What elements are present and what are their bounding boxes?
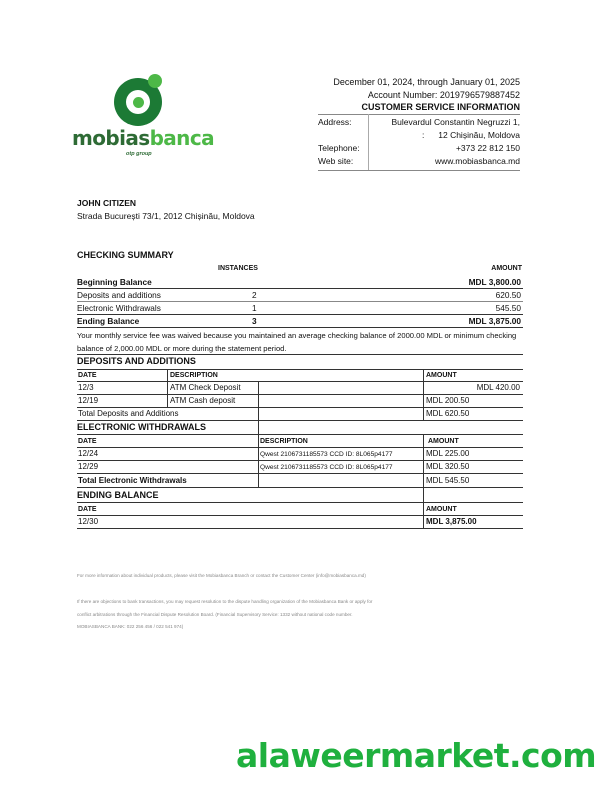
footer-disclaimer-2: conflict arbitrations through the Financial Dispute Resolution Board. (Financial Supervisory Service: 1332 without national code number. <box>77 612 353 617</box>
withdrawals-title: ELECTRONIC WITHDRAWALS <box>77 422 206 432</box>
statement-header <box>333 76 520 114</box>
divider <box>77 528 523 529</box>
account-number: 2019796579887452 <box>439 89 520 100</box>
divider <box>423 487 424 529</box>
divider <box>77 502 523 503</box>
divider <box>77 447 523 448</box>
deposits-col-desc: DESCRIPTION <box>170 372 218 379</box>
divider <box>318 114 520 115</box>
logo-wordmark <box>72 126 214 150</box>
divider <box>77 487 523 488</box>
bank-logo <box>72 74 212 164</box>
phone-label: Telephone: <box>318 143 360 153</box>
divider <box>258 434 259 488</box>
customer-block <box>77 197 255 223</box>
withdrawals-total-label: Total Electronic Withdrawals <box>78 476 187 485</box>
summary-amount: MDL 3,875.00 <box>468 316 521 326</box>
footer-info: For more information about individual products, please visit the Mobiasbanca Branch or contact the Customer Center (info@mobiasbanca.md) <box>77 573 366 578</box>
divider <box>423 434 424 488</box>
ending-date: 12/30 <box>78 517 99 526</box>
withdrawal-date: 12/24 <box>78 449 99 458</box>
deposit-date: 12/3 <box>78 383 94 392</box>
deposits-col-date: DATE <box>78 372 97 379</box>
ending-col-date: DATE <box>78 506 97 513</box>
deposit-amount: MDL 200.50 <box>426 396 470 405</box>
divider <box>77 420 523 421</box>
ending-amount: MDL 3,875.00 <box>426 517 477 526</box>
statement-period: December 01, 2024, through January 01, 2025 <box>333 77 520 87</box>
logo-group: otp group <box>126 151 152 157</box>
divider <box>77 473 523 474</box>
customer-name: JOHN CITIZEN <box>77 198 137 208</box>
withdrawal-amount: MDL 320.50 <box>426 462 470 471</box>
divider <box>77 407 523 408</box>
checking-summary-title: CHECKING SUMMARY <box>77 250 174 260</box>
address-colon: : <box>422 130 425 140</box>
withdrawal-desc: Qwest 2106731185573 CCD ID: 8L065p4177 <box>260 451 393 458</box>
withdrawal-desc: Qwest 2106731185573 CCD ID: 8L065p4177 <box>260 464 393 471</box>
watermark: alaweermarket.com <box>236 736 597 775</box>
logo-mark-dot <box>133 97 144 108</box>
ending-balance-title: ENDING BALANCE <box>77 490 159 500</box>
customer-address: Strada București 73/1, 2012 Chișinău, Moldova <box>77 211 255 221</box>
divider <box>77 515 523 516</box>
divider <box>77 381 523 382</box>
divider <box>77 434 523 435</box>
deposits-title: DEPOSITS AND ADDITIONS <box>77 356 196 366</box>
summary-label: Beginning Balance <box>77 277 152 287</box>
deposits-col-amount: AMOUNT <box>426 372 457 379</box>
address-line2: 12 Chișinău, Moldova <box>438 130 520 140</box>
summary-label: Deposits and additions <box>77 290 161 300</box>
contact-info-block <box>318 115 520 171</box>
deposit-desc: ATM Cash deposit <box>170 396 236 405</box>
summary-amount: 545.50 <box>495 303 521 313</box>
divider <box>167 369 168 407</box>
summary-amount: MDL 3,800.00 <box>468 277 521 287</box>
divider <box>423 369 424 421</box>
withdrawals-col-desc: DESCRIPTION <box>260 438 308 445</box>
web-link[interactable]: www.mobiasbanca.md <box>434 156 520 166</box>
withdrawals-col-date: DATE <box>78 438 97 445</box>
divider <box>258 407 259 434</box>
summary-label: Ending Balance <box>77 316 140 326</box>
summary-instances: 2 <box>252 290 257 300</box>
account-label: Account Number: <box>367 89 438 100</box>
logo-mark-accent <box>148 74 162 88</box>
customer-service-heading: CUSTOMER SERVICE INFORMATION <box>361 102 520 112</box>
address-line1: Bulevardul Constantin Negruzzi 1, <box>391 117 520 127</box>
ending-col-amount: AMOUNT <box>426 506 457 513</box>
deposits-total-amount: MDL 620.50 <box>426 409 470 418</box>
deposits-total-label: Total Deposits and Additions <box>78 409 179 418</box>
logo-word-part1: mobias <box>72 126 150 150</box>
divider <box>258 381 259 407</box>
divider <box>77 369 523 370</box>
divider <box>77 354 523 355</box>
withdrawal-date: 12/29 <box>78 462 99 471</box>
summary-instances: 3 <box>252 316 257 326</box>
divider <box>318 170 520 171</box>
summary-instances: 1 <box>252 303 257 313</box>
deposit-amount: MDL 420.00 <box>476 383 520 392</box>
withdrawal-amount: MDL 225.00 <box>426 449 470 458</box>
divider <box>77 394 523 395</box>
logo-word-part2: banca <box>149 126 214 150</box>
footer-disclaimer-3: MOBIASBANCA BANK: 022 256 456 / 022 541 974) <box>77 624 184 629</box>
deposit-desc: ATM Check Deposit <box>170 383 241 392</box>
phone-value: +373 22 812 150 <box>455 143 520 153</box>
deposit-date: 12/19 <box>78 396 99 405</box>
divider <box>77 460 523 461</box>
summary-amount: 620.50 <box>495 290 521 300</box>
divider <box>77 327 523 328</box>
account-number-line <box>333 89 520 102</box>
fee-waiver-note: Your monthly service fee was waived because you maintained an average checking balance of 2000.00 MDL or minimum checking balance of 2,000.00 MDL or more during the statement period. <box>77 331 517 353</box>
summary-label: Electronic Withdrawals <box>77 303 161 313</box>
divider <box>368 114 369 170</box>
col-amount: AMOUNT <box>491 265 522 272</box>
withdrawals-col-amount: AMOUNT <box>428 438 459 445</box>
web-label: Web site: <box>318 156 354 166</box>
withdrawals-total-amount: MDL 545.50 <box>426 476 470 485</box>
col-instances: INSTANCES <box>218 265 258 272</box>
footer-disclaimer-1: If there are objections to bank transactions, you may request resolution to the dispute handling organization of the Mobiasbanca Bank or apply for <box>77 599 373 604</box>
address-label: Address: <box>318 117 352 127</box>
